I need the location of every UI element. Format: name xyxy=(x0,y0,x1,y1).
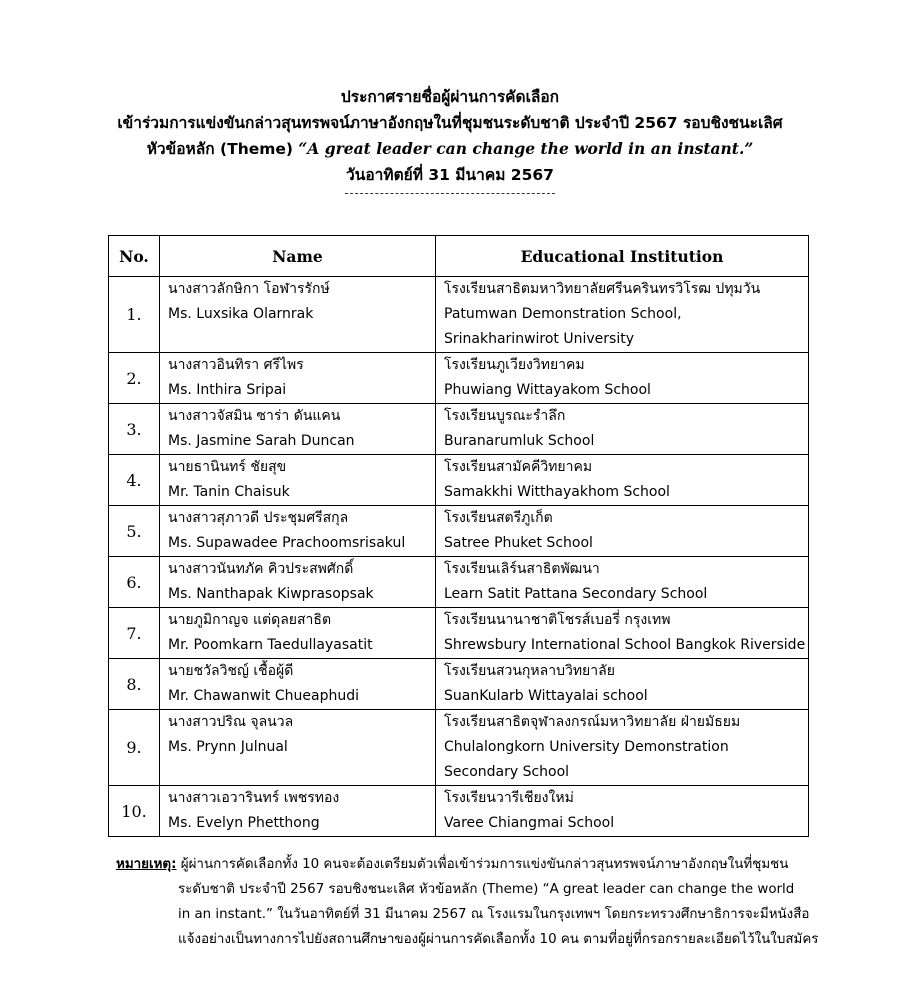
row-number: 8. xyxy=(109,659,160,710)
institution-line: โรงเรียนเลิร์นสาธิตพัฒนา xyxy=(444,561,600,577)
institution-cell xyxy=(436,353,809,404)
table-row xyxy=(109,353,809,404)
institution-line: Learn Satit Pattana Secondary School xyxy=(444,586,708,602)
header-theme-label: หัวข้อหลัก (Theme) xyxy=(146,140,299,158)
row-number: 5. xyxy=(109,506,160,557)
name-english: Ms. Nanthapak Kiwprasopsak xyxy=(168,586,374,602)
header-date: วันอาทิตย์ที่ 31 มีนาคม 2567 xyxy=(346,166,554,184)
name-english: Ms. Inthira Sripai xyxy=(168,382,287,398)
institution-cell xyxy=(436,557,809,608)
name-thai: นายภูมิกาญจ แต่ดุลยสาธิต xyxy=(168,612,332,628)
header-no: No. xyxy=(109,236,160,277)
institution-line: โรงเรียนนานาชาติโชรส์เบอรี่ กรุงเทพ xyxy=(444,612,671,628)
name-english: Ms. Evelyn Phetthong xyxy=(168,815,320,831)
name-english: Ms. Luxsika Olarnrak xyxy=(168,306,314,322)
row-number: 2. xyxy=(109,353,160,404)
name-cell xyxy=(160,353,436,404)
institution-cell xyxy=(436,404,809,455)
name-english: Ms. Jasmine Sarah Duncan xyxy=(168,433,355,449)
institution-line: Satree Phuket School xyxy=(444,535,593,551)
row-number: 4. xyxy=(109,455,160,506)
table-row xyxy=(109,710,809,786)
table-header-row xyxy=(109,236,809,277)
name-thai: นางสาวนันทภัค คิวประสพศักดิ์ xyxy=(168,561,354,577)
note-text-1: ผู้ผ่านการคัดเลือกทั้ง 10 คนจะต้องเตรียมตัวเพื่อเข้าร่วมการแข่งขันกล่าวสุนทรพจน์ภาษาอังกฤษในที่ชุมชน xyxy=(176,857,789,872)
name-cell xyxy=(160,710,436,786)
name-english: Mr. Poomkarn Taedullayasatit xyxy=(168,637,373,653)
row-number: 1. xyxy=(109,277,160,353)
institution-line: Samakkhi Witthayakhom School xyxy=(444,484,670,500)
header-name: Name xyxy=(160,236,436,277)
name-cell xyxy=(160,608,436,659)
name-thai: นางสาวลักษิกา โอฬารรักษ์ xyxy=(168,281,330,297)
table-row xyxy=(109,786,809,837)
row-number: 6. xyxy=(109,557,160,608)
row-number: 10. xyxy=(109,786,160,837)
note-label: หมายเหตุ: xyxy=(116,857,177,872)
row-number: 9. xyxy=(109,710,160,786)
name-cell xyxy=(160,455,436,506)
header-title: ประกาศรายชื่อผู้ผ่านการคัดเลือก xyxy=(340,88,560,106)
row-number: 7. xyxy=(109,608,160,659)
name-thai: นางสาวปริณ จุลนวล xyxy=(168,714,294,730)
name-cell xyxy=(160,277,436,353)
institution-line: Patumwan Demonstration School, xyxy=(444,306,682,322)
institution-cell xyxy=(436,608,809,659)
note-line-3: in an instant.” ในวันอาทิตย์ที่ 31 มีนาคม 2567 ณ โรงแรมในกรุงเทพฯ โดยกระทรวงศึกษาธิการจะมีหนังสือ xyxy=(178,907,810,922)
institution-cell xyxy=(436,786,809,837)
name-english: Ms. Supawadee Prachoomsrisakul xyxy=(168,535,406,551)
note-line-4: แจ้งอย่างเป็นทางการไปยังสถานศึกษาของผู้ผ่านการคัดเลือกทั้ง 10 คน ตามที่อยู่ที่กรอกรายละเอียดไว้ในใบสมัคร xyxy=(178,932,819,947)
institution-line: Srinakharinwirot University xyxy=(444,331,634,347)
name-thai: นางสาวจัสมิน ซาร่า ดันแคน xyxy=(168,408,341,424)
name-thai: นางสาวสุภาวดี ประชุมศรีสกุล xyxy=(168,510,349,526)
name-cell xyxy=(160,506,436,557)
institution-line: โรงเรียนบูรณะรำลึก xyxy=(444,408,566,424)
name-english: Ms. Prynn Julnual xyxy=(168,739,288,755)
name-thai: นางสาวเอวารินทร์ เพชรทอง xyxy=(168,790,340,806)
table-row xyxy=(109,404,809,455)
header-competition: เข้าร่วมการแข่งขันกล่าวสุนทรพจน์ภาษาอังกฤษในที่ชุมชนระดับชาติ ประจำปี 2567 รอบชิงชนะเลิศ xyxy=(117,114,783,132)
table-row xyxy=(109,659,809,710)
name-cell xyxy=(160,659,436,710)
finalists-table xyxy=(108,235,809,837)
table-row xyxy=(109,608,809,659)
institution-line: Chulalongkorn University Demonstration xyxy=(444,739,729,755)
row-number: 3. xyxy=(109,404,160,455)
header-theme-quote: “A great leader can change the world in an instant.” xyxy=(298,139,754,158)
institution-cell xyxy=(436,710,809,786)
header-institution: Educational Institution xyxy=(436,236,809,277)
institution-line: Varee Chiangmai School xyxy=(444,815,615,831)
institution-line: Phuwiang Wittayakom School xyxy=(444,382,651,398)
institution-line: โรงเรียนสามัคคีวิทยาคม xyxy=(444,459,593,475)
institution-cell xyxy=(436,455,809,506)
header-theme xyxy=(0,136,900,162)
name-thai: นางสาวอินทิรา ศรีไพร xyxy=(168,357,304,373)
institution-cell xyxy=(436,659,809,710)
table-row xyxy=(109,557,809,608)
name-english: Mr. Chawanwit Chueaphudi xyxy=(168,688,359,704)
institution-line: Shrewsbury International School Bangkok Riverside xyxy=(444,637,806,653)
table-row xyxy=(109,506,809,557)
institution-cell xyxy=(436,277,809,353)
name-cell xyxy=(160,404,436,455)
name-cell xyxy=(160,557,436,608)
institution-line: โรงเรียนสาธิตมหาวิทยาลัยศรีนครินทรวิโรฒ ปทุมวัน xyxy=(444,281,761,297)
institution-line: Secondary School xyxy=(444,764,570,780)
document-header xyxy=(0,84,900,188)
institution-line: โรงเรียนสวนกุหลาบวิทยาลัย xyxy=(444,663,615,679)
institution-line: โรงเรียนสตรีภูเก็ต xyxy=(444,510,553,526)
institution-line: โรงเรียนวารีเชียงใหม่ xyxy=(444,790,574,806)
institution-line: โรงเรียนภูเวียงวิทยาคม xyxy=(444,357,585,373)
institution-line: Buranarumluk School xyxy=(444,433,595,449)
note-line-2: ระดับชาติ ประจำปี 2567 รอบชิงชนะเลิศ หัวข้อหลัก (Theme) “A great leader can change the world xyxy=(178,882,795,897)
table-row xyxy=(109,455,809,506)
name-cell xyxy=(160,786,436,837)
name-english: Mr. Tanin Chaisuk xyxy=(168,484,290,500)
note-section xyxy=(116,852,819,952)
note-line-1 xyxy=(116,852,806,877)
name-thai: นายธานินทร์ ชัยสุข xyxy=(168,459,287,475)
name-thai: นายชวัลวิชญ์ เชื้อผู้ดี xyxy=(168,663,294,679)
institution-cell xyxy=(436,506,809,557)
table-row xyxy=(109,277,809,353)
header-divider xyxy=(345,193,555,194)
institution-line: SuanKularb Wittayalai school xyxy=(444,688,648,704)
institution-line: โรงเรียนสาธิตจุฬาลงกรณ์มหาวิทยาลัย ฝ่ายมัธยม xyxy=(444,714,741,730)
